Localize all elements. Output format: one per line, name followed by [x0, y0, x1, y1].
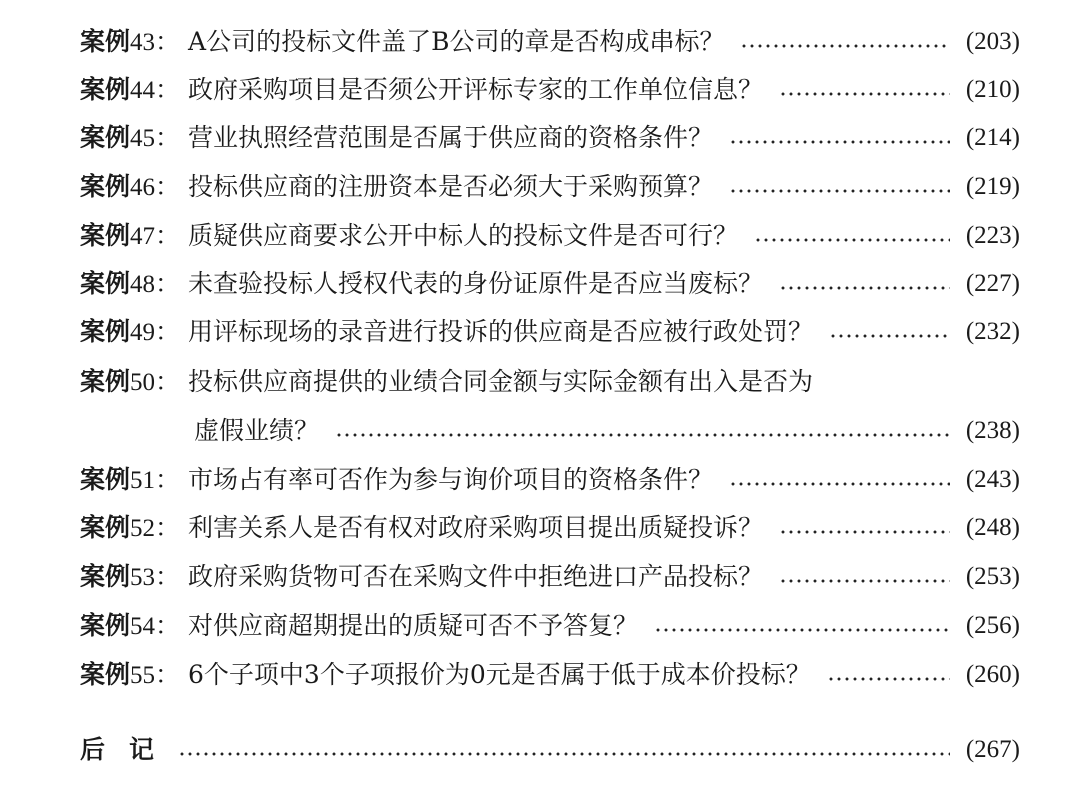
case-title: 投标供应商的注册资本是否必须大于采购预算？	[188, 172, 714, 201]
dot-leader	[740, 44, 949, 48]
case-title-continuation: 虚假业绩？	[194, 416, 320, 445]
page-number: (227)	[965, 270, 1020, 297]
page-number: (203)	[965, 28, 1020, 55]
toc-entry-afterword[interactable]	[80, 727, 1020, 773]
dot-leader	[779, 530, 950, 534]
dot-leader	[827, 677, 950, 681]
page-number: (243)	[965, 466, 1020, 493]
dot-leader	[335, 433, 950, 437]
toc-entry-53[interactable]	[80, 554, 1020, 600]
page-number: (256)	[965, 612, 1020, 639]
page-number: (214)	[965, 124, 1020, 151]
toc-entry-55[interactable]	[80, 652, 1020, 698]
toc-entry-50[interactable]	[80, 359, 1020, 405]
case-label: 案例47：	[80, 220, 181, 250]
case-title: 政府采购项目是否须公开评标专家的工作单位信息？	[188, 75, 764, 104]
case-title: 6个子项中3个子项报价为0元是否属于低于成本价投标？	[188, 660, 811, 689]
dot-leader	[779, 579, 950, 583]
dot-leader	[178, 752, 950, 756]
toc-entry-50-continuation[interactable]	[194, 408, 1020, 454]
case-label: 案例46：	[80, 171, 181, 201]
toc-entry-49[interactable]	[80, 309, 1020, 355]
page-number: (232)	[965, 318, 1020, 345]
case-title: 未查验投标人授权代表的身份证原件是否应当废标？	[188, 269, 764, 298]
page-number: (223)	[965, 222, 1020, 249]
toc-entry-48[interactable]	[80, 261, 1020, 307]
case-title: 对供应商超期提出的质疑可否不予答复？	[188, 611, 639, 640]
case-label: 案例48：	[80, 268, 181, 298]
case-title: 利害关系人是否有权对政府采购项目提出质疑投诉？	[188, 513, 764, 542]
dot-leader	[654, 628, 950, 632]
dot-leader	[729, 140, 950, 144]
dot-leader	[729, 482, 950, 486]
case-label: 案例44：	[80, 74, 181, 104]
toc-entry-46[interactable]	[80, 164, 1020, 210]
case-label: 案例50：	[80, 366, 181, 396]
dot-leader	[729, 189, 950, 193]
case-title: 政府采购货物可否在采购文件中拒绝进口产品投标？	[188, 562, 764, 591]
toc-entry-51[interactable]	[80, 457, 1020, 503]
case-label: 案例43：	[80, 26, 181, 56]
page-number: (210)	[965, 76, 1020, 103]
case-label: 案例55：	[80, 659, 181, 689]
toc-entry-52[interactable]	[80, 505, 1020, 551]
toc-entry-54[interactable]	[80, 603, 1020, 649]
page-number: (260)	[965, 661, 1020, 688]
dot-leader	[779, 286, 950, 290]
case-label: 案例49：	[80, 316, 181, 346]
case-title: A公司的投标文件盖了B公司的章是否构成串标？	[188, 27, 725, 56]
page-number: (267)	[965, 736, 1020, 763]
dot-leader	[779, 92, 950, 96]
afterword-title: 后记	[80, 735, 179, 764]
page-number: (248)	[965, 514, 1020, 541]
dot-leader	[754, 238, 950, 242]
toc-entry-44[interactable]	[80, 67, 1020, 113]
toc-entry-43[interactable]	[80, 19, 1020, 65]
toc-entry-47[interactable]	[80, 213, 1020, 259]
page-number: (253)	[965, 563, 1020, 590]
dot-leader	[829, 334, 950, 338]
case-label: 案例45：	[80, 122, 181, 152]
toc-entry-45[interactable]	[80, 115, 1020, 161]
case-title: 市场占有率可否作为参与询价项目的资格条件？	[188, 465, 714, 494]
case-title: 质疑供应商要求公开中标人的投标文件是否可行？	[188, 221, 739, 250]
case-label: 案例51：	[80, 464, 181, 494]
case-label: 案例54：	[80, 610, 181, 640]
case-title: 投标供应商提供的业绩合同金额与实际金额有出入是否为	[188, 367, 814, 396]
case-title: 营业执照经营范围是否属于供应商的资格条件？	[188, 123, 714, 152]
case-label: 案例53：	[80, 561, 181, 591]
case-title: 用评标现场的录音进行投诉的供应商是否应被行政处罚？	[188, 317, 814, 346]
page-number: (238)	[965, 417, 1020, 444]
case-label: 案例52：	[80, 512, 181, 542]
page-number: (219)	[965, 173, 1020, 200]
